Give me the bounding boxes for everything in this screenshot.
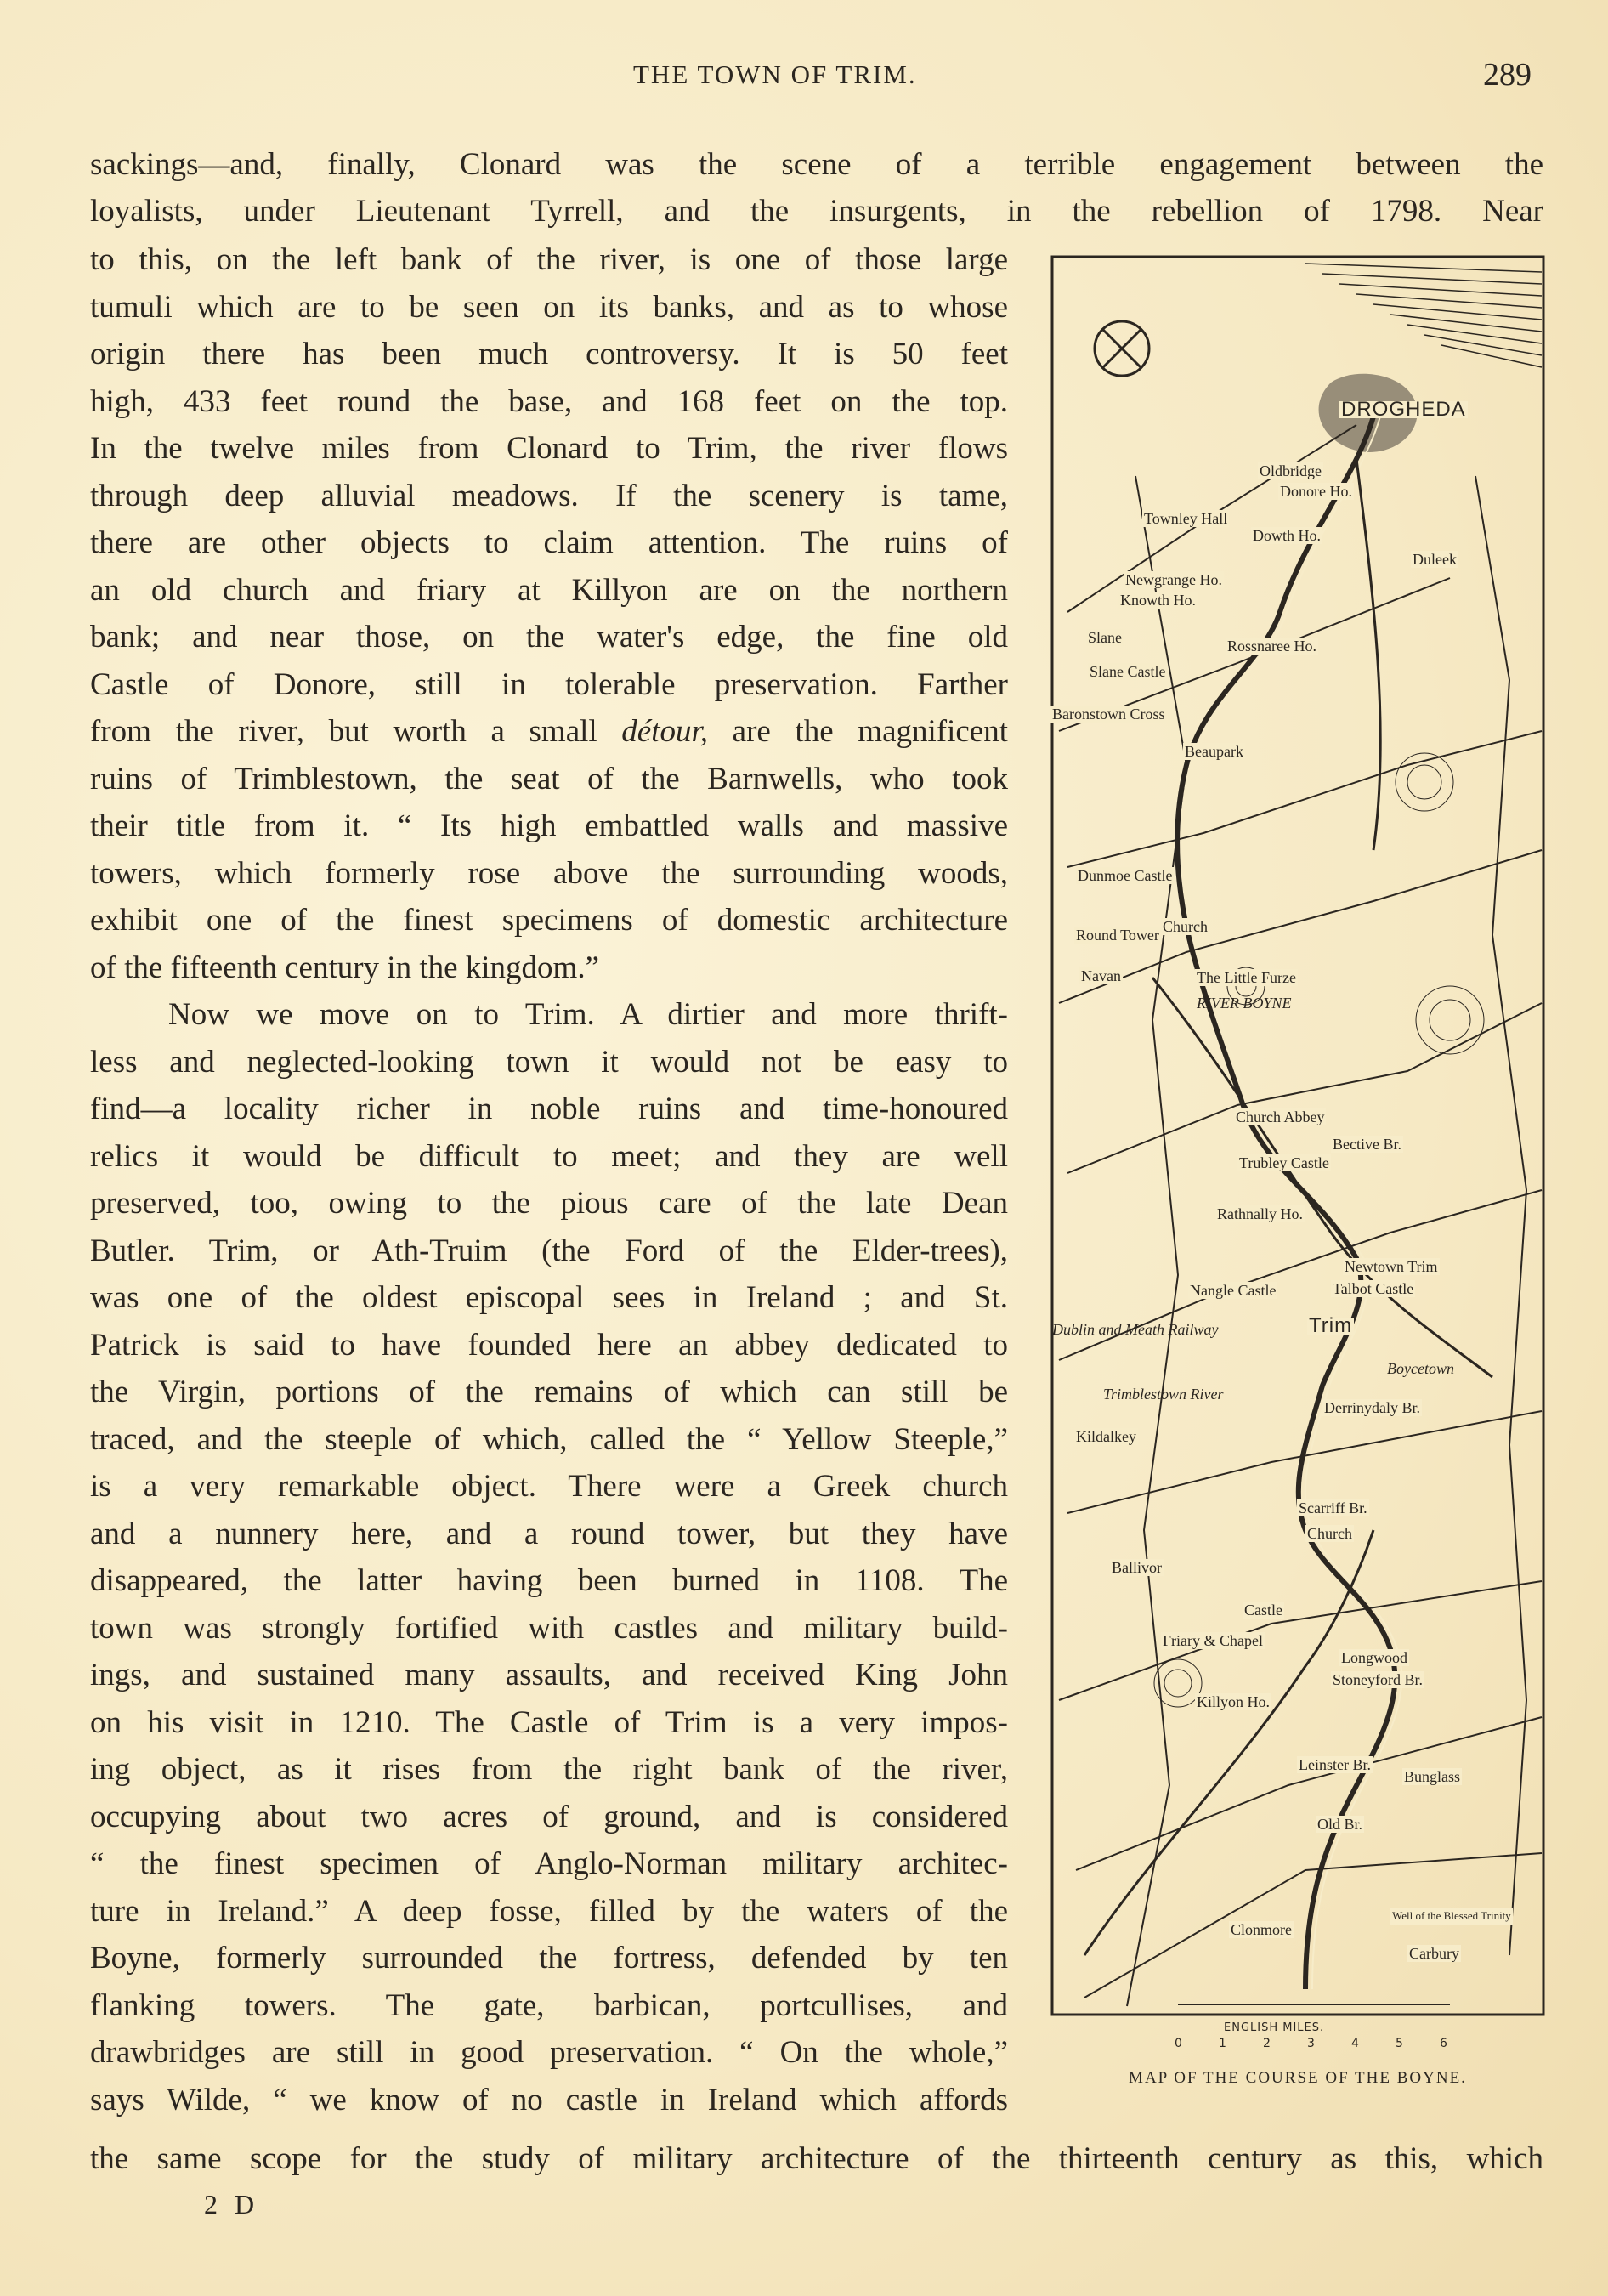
- map-label-donore: Donore Ho.: [1280, 483, 1352, 500]
- map-label-oldbridge: Oldbridge: [1260, 462, 1322, 479]
- map-label-carbury: Carbury: [1409, 1945, 1459, 1962]
- map-label-duleek: Duleek: [1413, 551, 1457, 568]
- scale-tick: 1: [1219, 2037, 1226, 2050]
- text-line: exhibit one of the finest specimens of domestic architecture: [90, 903, 1008, 938]
- text-line: disappeared, the latter having been burned in 1108. The: [90, 1563, 1008, 1598]
- map-label-trim: Trim: [1309, 1314, 1353, 1337]
- scale-tick: 5: [1396, 2037, 1403, 2050]
- text-line: was one of the oldest episcopal sees in Ireland ; and St.: [90, 1280, 1008, 1315]
- running-title: THE TOWN OF TRIM.: [633, 60, 917, 89]
- text-line: of the fifteenth century in the kingdom.”: [90, 950, 600, 985]
- text-line: loyalists, under Lieutenant Tyrrell, and the insurgents, in the rebellion of 1798. Near: [90, 194, 1543, 229]
- text-line: the Virgin, portions of the remains of which can still be: [90, 1375, 1008, 1409]
- map-label-navan: Navan: [1081, 967, 1121, 984]
- text-line: tumuli which are to be seen on its banks, and as to whose: [90, 289, 1008, 325]
- text-line: there are other objects to claim attention. The ruins of: [90, 525, 1008, 560]
- map-label-longwood: Longwood: [1341, 1649, 1407, 1666]
- map-label-bective: Bective Br.: [1333, 1136, 1401, 1153]
- map-label-round-tower: Round Tower: [1076, 927, 1159, 944]
- map-label-scarriff: Scarriff Br.: [1299, 1499, 1367, 1516]
- text-line: to this, on the left bank of the river, is one of those large: [90, 242, 1008, 277]
- boyne-map: [1050, 255, 1545, 2016]
- map-label-beaupark: Beaupark: [1185, 743, 1243, 760]
- map-label-derrinydaly: Derrinydaly Br.: [1324, 1399, 1420, 1416]
- map-label-talbot: Talbot Castle: [1333, 1280, 1414, 1297]
- text-line: relics it would be difficult to meet; and they are well: [90, 1138, 1008, 1174]
- page-header: [0, 57, 1608, 102]
- map-label-slane-castle: Slane Castle: [1090, 663, 1166, 680]
- map-label-drogheda: DROGHEDA: [1341, 398, 1466, 421]
- compass-icon: [1095, 321, 1149, 376]
- map-label-dowth: Dowth Ho.: [1253, 527, 1321, 544]
- text-line: high, 433 feet round the base, and 168 feet on the top.: [90, 383, 1008, 419]
- text-line: preserved, too, owing to the pious care of the late Dean: [90, 1186, 1008, 1221]
- text-line: ture in Ireland.” A deep fosse, filled by the waters of the: [90, 1893, 1008, 1929]
- page-number: 289: [1483, 57, 1532, 93]
- text-line: Patrick is said to have founded here an abbey dedicated to: [90, 1327, 1008, 1363]
- map-label-ballivor: Ballivor: [1112, 1559, 1162, 1576]
- text-line: and a nunnery here, and a round tower, but they have: [90, 1516, 1008, 1551]
- map-label-stoneyford: Stoneyford Br.: [1333, 1671, 1423, 1688]
- text-line: In the twelve miles from Clonard to Trim, the river flows: [90, 431, 1008, 466]
- map-label-newgrange: Newgrange Ho.: [1125, 571, 1222, 588]
- map-label-baronstown: Baronstown Cross: [1052, 706, 1165, 723]
- map-label-oldbr: Old Br.: [1317, 1816, 1363, 1833]
- text-line: is a very remarkable object. There were a Greek church: [90, 1469, 1008, 1504]
- map-label-church2: Church: [1307, 1525, 1352, 1542]
- text-line: origin there has been much controversy. It is 50 feet: [90, 337, 1008, 371]
- map-label-dunmoe: Dunmoe Castle: [1078, 867, 1173, 884]
- map-label-railway: Dublin and Meath Railway: [1052, 1321, 1219, 1338]
- map-label-trimblestown: Trimblestown River: [1103, 1386, 1224, 1403]
- text-line: “ the finest specimen of Anglo-Norman military architec-: [90, 1846, 1008, 1881]
- text-line: find—a locality richer in noble ruins and time-honoured: [90, 1091, 1008, 1126]
- map-label-rossnaree: Rossnaree Ho.: [1227, 638, 1316, 655]
- map-label-church: Church: [1163, 918, 1208, 935]
- map-label-river: RIVER BOYNE: [1197, 995, 1292, 1012]
- text-line: traced, and the steeple of which, called the “ Yellow Steeple,”: [90, 1421, 1008, 1457]
- text-line: sackings—and, finally, Clonard was the scene of a terrible engagement between the: [90, 147, 1543, 182]
- text-line: ruins of Trimblestown, the seat of the Barnwells, who took: [90, 761, 1008, 797]
- text-fragment: are the magnificent: [732, 714, 1008, 749]
- map-label-trubley: Trubley Castle: [1239, 1154, 1329, 1171]
- scale-tick: 3: [1307, 2037, 1315, 2050]
- scale-tick: 4: [1351, 2037, 1359, 2050]
- map-label-boycetown: Boycetown: [1387, 1360, 1454, 1377]
- text-fragment: from the river, but worth a small: [90, 714, 597, 749]
- text-line: town was strongly fortified with castles and military build-: [90, 1610, 1008, 1646]
- text-line: bank; and near those, on the water's edge, the fine old: [90, 620, 1008, 655]
- italic-word: détour,: [621, 714, 709, 749]
- map-label-castle: Castle: [1244, 1602, 1282, 1619]
- map-caption: MAP OF THE COURSE OF THE BOYNE.: [1129, 2069, 1467, 2087]
- text-line: their title from it. “ Its high embattled walls and massive: [90, 808, 1008, 843]
- scale-tick: 0: [1175, 2037, 1182, 2050]
- map-label-clonmore: Clonmore: [1231, 1921, 1292, 1938]
- text-line: an old church and friary at Killyon are on the northern: [90, 572, 1008, 608]
- text-line: drawbridges are still in good preservation. “ On the whole,”: [90, 2035, 1008, 2070]
- text-line: through deep alluvial meadows. If the scenery is tame,: [90, 478, 1008, 513]
- map-label-knowth: Knowth Ho.: [1120, 592, 1196, 609]
- text-line: says Wilde, “ we know of no castle in Ireland which affords: [90, 2082, 1008, 2117]
- scale-tick: 6: [1440, 2037, 1447, 2050]
- map-label-little-furze: The Little Furze: [1197, 969, 1296, 986]
- map-drawing: [1050, 255, 1545, 2016]
- map-label-leinster: Leinster Br.: [1299, 1756, 1371, 1773]
- text-line: ing object, as it rises from the right bank of the river,: [90, 1752, 1008, 1787]
- map-label-townley: Townley Hall: [1144, 510, 1228, 527]
- map-label-killyon: Killyon Ho.: [1197, 1693, 1271, 1710]
- map-scale-title: ENGLISH MILES.: [1224, 2021, 1325, 2034]
- map-label-kildalkey: Kildalkey: [1076, 1428, 1136, 1445]
- map-label-friary: Friary & Chapel: [1163, 1632, 1263, 1649]
- map-label-church-abbey: Church Abbey: [1236, 1108, 1325, 1125]
- map-label-well: Well of the Blessed Trinity: [1390, 1908, 1513, 1925]
- map-label-bunglass: Bunglass: [1404, 1768, 1461, 1785]
- text-line: Castle of Donore, still in tolerable preservation. Farther: [90, 666, 1008, 702]
- text-line-mixed: [90, 708, 1008, 756]
- text-line: occupying about two acres of ground, and is considered: [90, 1799, 1008, 1834]
- map-label-rathnally: Rathnally Ho.: [1217, 1205, 1303, 1222]
- map-label-nangle: Nangle Castle: [1190, 1282, 1277, 1299]
- text-line: the same scope for the study of military architecture of the thirteenth century as this, which: [90, 2141, 1543, 2176]
- text-line: Now we move on to Trim. A dirtier and more thrift-: [168, 997, 1008, 1032]
- text-line: Butler. Trim, or Ath-Truim (the Ford of the Elder-trees),: [90, 1233, 1008, 1268]
- text-line: ings, and sustained many assaults, and received King John: [90, 1658, 1008, 1692]
- map-label-slane: Slane: [1088, 629, 1122, 646]
- text-column: [90, 236, 1008, 2123]
- signature-mark: 2 D: [204, 2189, 260, 2219]
- text-line: less and neglected-looking town it would not be easy to: [90, 1044, 1008, 1080]
- text-line: Boyne, formerly surrounded the fortress, defended by ten: [90, 1941, 1008, 1976]
- text-line: flanking towers. The gate, barbican, portcullises, and: [90, 1987, 1008, 2023]
- map-label-newtown: Newtown Trim: [1345, 1258, 1438, 1275]
- scale-tick: 2: [1263, 2037, 1271, 2050]
- text-line: towers, which formerly rose above the surrounding woods,: [90, 855, 1008, 891]
- text-line: on his visit in 1210. The Castle of Trim is a very impos-: [90, 1704, 1008, 1740]
